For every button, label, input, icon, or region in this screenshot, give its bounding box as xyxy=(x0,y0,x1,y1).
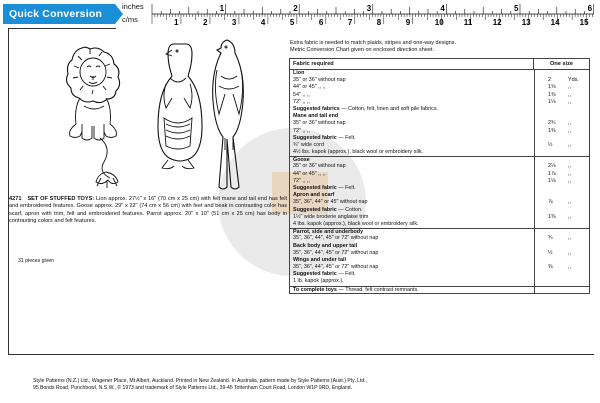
cm-label: 8 xyxy=(376,18,382,26)
col-one-size: One size xyxy=(533,59,589,69)
fabric-item: 35", 36", 44", 45" or 72" without nap xyxy=(293,264,379,271)
fabric-item: 44" or 45" ,, ,, xyxy=(293,170,326,177)
footer-line-1: Style Patterns (N.Z.) Ltd., Wagener Place, Mt Albert, Auckland. Printed in New Zealand. In Australia, pattern made by Style Patterns (Aust.) Pty. Ltd., xyxy=(33,378,368,384)
cm-label: 7 xyxy=(347,18,353,26)
fabric-item: 35" or 36" without nap xyxy=(293,120,346,127)
table-row xyxy=(290,84,589,91)
table-row xyxy=(290,178,589,185)
yardage-value: 2⅛ xyxy=(548,163,556,170)
fabric-item: Lion xyxy=(293,70,305,76)
table-row xyxy=(290,257,589,264)
yardage-value: 2 xyxy=(548,77,551,84)
table-row xyxy=(290,207,589,214)
yardage-unit: ,, xyxy=(568,249,571,256)
table-body xyxy=(290,70,589,293)
table-row xyxy=(290,185,589,192)
table-row xyxy=(290,128,589,135)
inch-label: 6 xyxy=(587,4,593,13)
yardage-value: 1⅝ xyxy=(548,84,556,91)
quick-conversion-badge xyxy=(3,4,115,24)
ruler-unit-inches: inches xyxy=(122,2,144,11)
cm-label: 3 xyxy=(231,18,237,26)
fabric-item: 54" ,, ,, xyxy=(293,91,310,98)
fabric-item: 35", 36", 44" or 45" without nap xyxy=(293,199,368,206)
size-column-divider xyxy=(534,70,535,293)
fabric-item: 72" ,, ,, xyxy=(293,127,310,134)
fabric-item: Suggested fabric — Felt. xyxy=(293,271,356,278)
inch-label: 1 xyxy=(219,4,225,13)
fabric-note-line-1: Extra fabric is needed to match plaids, stripes and one-way designs. xyxy=(290,40,457,46)
table-row xyxy=(290,199,589,206)
parrot-toy-illustration xyxy=(205,36,253,196)
publisher-footer xyxy=(33,378,593,392)
table-row xyxy=(290,163,589,170)
yardage-value: ⅞ xyxy=(548,199,553,206)
table-row xyxy=(290,135,589,142)
cm-label: 13 xyxy=(521,18,531,26)
pieces-count: 31 pieces given xyxy=(18,258,55,264)
yardage-value: ½ xyxy=(548,141,553,148)
frame-bottom xyxy=(8,354,594,355)
cm-label: 11 xyxy=(463,18,473,26)
cm-label: 6 xyxy=(318,18,324,26)
cm-label: 4 xyxy=(260,18,266,26)
fabric-item: Apron and scarf xyxy=(293,192,335,199)
fabric-item: Mane and tail end xyxy=(293,113,339,120)
lion-toy-illustration xyxy=(60,40,145,190)
yardage-value: ⅜ xyxy=(548,264,553,271)
fabric-item: 1½" wide broderie anglaise trim xyxy=(293,213,369,220)
fabric-item: Suggested fabrics — Cotton, felt, linen and soft pile fabrics. xyxy=(293,105,439,112)
fabric-item: Back body and upper tail xyxy=(293,242,358,249)
fabric-notes xyxy=(290,40,590,54)
fabric-item: 35" or 36" without nap xyxy=(293,163,346,170)
table-row xyxy=(290,156,589,163)
ruler-unit-cm: c/ms xyxy=(122,15,138,24)
inch-label: 4 xyxy=(440,4,445,13)
table-row xyxy=(290,70,589,77)
yardage-value: 1⅜ xyxy=(548,213,556,220)
yardage-value: 2¾ xyxy=(548,120,556,127)
fabric-item: Suggested fabric — Cotton. xyxy=(293,206,363,213)
table-row xyxy=(290,149,589,156)
fabric-item: 4 lbs. kapok (approx.), black wool or embroidery silk. xyxy=(293,220,419,227)
quick-conversion-label: Quick Conversion xyxy=(9,8,103,20)
yardage-unit: Yds. xyxy=(568,77,579,84)
fabric-note-line-2: Metric Conversion Chart given on enclosed direction sheet. xyxy=(290,47,434,54)
goose-toy-illustration xyxy=(150,38,210,193)
yardage-value: 1⅞ xyxy=(548,170,556,177)
table-row xyxy=(290,264,589,271)
cm-label: 10 xyxy=(434,18,444,26)
frame-top xyxy=(8,28,116,29)
yardage-value: 1⅜ xyxy=(548,127,556,134)
pattern-number: 4271 xyxy=(9,196,22,202)
fabric-item: Goose xyxy=(293,157,310,164)
cm-label: 5 xyxy=(289,18,295,26)
yardage-unit: ,, xyxy=(568,177,571,184)
yardage-unit: ,, xyxy=(568,98,571,105)
fabric-item: Wings and under tail xyxy=(293,256,346,263)
yardage-unit: ,, xyxy=(568,199,571,206)
fabric-item: Suggested fabric — Felt. xyxy=(293,185,356,191)
fabric-item: 1 lb. kapok (approx.). xyxy=(293,278,344,285)
fabric-item: 44" or 45" ,, ,, xyxy=(293,84,326,91)
yardage-value: 1⅜ xyxy=(548,91,556,98)
fabric-item: 35", 36", 44", 45" or 72" without nap xyxy=(293,249,379,256)
cm-label: 1 xyxy=(173,18,179,26)
fabric-item: To complete toys — Thread, felt contrast remnants. xyxy=(293,286,419,293)
inch-label: 3 xyxy=(366,4,372,13)
table-row xyxy=(290,120,589,127)
fabric-requirements-table xyxy=(289,58,590,294)
footer-line-2: 95 Bonds Road, Punchbowl, N.S.W., © 1973 and trademark of Style Patterns Ltd., 39-45 Tottenham Court Road, London W1P 9RD, England. xyxy=(33,384,352,391)
table-row xyxy=(290,271,589,278)
fabric-item: Parrot, side and underbody xyxy=(293,229,364,236)
table-row xyxy=(290,192,589,199)
yardage-unit: ,, xyxy=(568,127,571,134)
yardage-unit: ,, xyxy=(568,141,571,148)
yardage-unit: ,, xyxy=(568,84,571,91)
cm-label: 15 xyxy=(579,18,589,26)
table-row xyxy=(290,99,589,106)
cm-label: 2 xyxy=(202,18,208,26)
fabric-item: ¾" wide cord xyxy=(293,141,324,148)
fabric-item: 72" ,, ,, xyxy=(293,177,310,184)
pattern-title: SET OF STUFFED TOYS: xyxy=(27,196,95,202)
table-row xyxy=(290,228,589,235)
table-row xyxy=(290,286,589,293)
yardage-unit: ,, xyxy=(568,213,571,220)
yardage-unit: ,, xyxy=(568,235,571,242)
cm-label: 9 xyxy=(405,18,411,26)
table-row xyxy=(290,92,589,99)
yardage-value: 1⅛ xyxy=(548,177,556,184)
fabric-item: 35", 36", 44", 45" or 72" without nap xyxy=(293,235,379,242)
inch-label: 2 xyxy=(293,4,298,13)
yardage-unit: ,, xyxy=(568,170,571,177)
table-row xyxy=(290,106,589,113)
table-row xyxy=(290,142,589,149)
yardage-unit: ,, xyxy=(568,91,571,98)
table-row xyxy=(290,113,589,120)
table-row xyxy=(290,214,589,221)
table-row xyxy=(290,250,589,257)
yardage-unit: ,, xyxy=(568,163,571,170)
cm-label: 12 xyxy=(492,18,502,26)
col-fabric-required: Fabric required xyxy=(293,61,334,67)
yardage-value: 1⅛ xyxy=(548,98,556,105)
fabric-item: 4½ lbs. kapok (approx.), black wool or embroidery silk. xyxy=(293,149,424,156)
table-row xyxy=(290,221,589,228)
table-row xyxy=(290,171,589,178)
pattern-description xyxy=(9,196,287,226)
ruler-scale xyxy=(122,2,597,26)
yardage-unit: ,, xyxy=(568,120,571,127)
fabric-item: 35" or 36" without nap xyxy=(293,77,346,84)
table-row xyxy=(290,278,589,285)
inch-label: 5 xyxy=(514,4,519,13)
pattern-description-body: Lion approx. 27½" x 16" (70 cm x 25 cm) with felt mane and tail end has felt and embroidered features. Goose approx. 29" x 22" (74 cm x 56 cm) with feet and beak in contrasting color has scarf, apron with trim, felt and embroidered features. Parrot approx. 20" x 10" (51 cm x 25 cm) has body in contrasting colors and felt features. xyxy=(9,196,288,225)
conversion-ruler xyxy=(122,2,597,26)
frame-left xyxy=(8,28,9,354)
yardage-value: ¾ xyxy=(548,235,553,242)
table-row xyxy=(290,235,589,242)
yardage-value: ½ xyxy=(548,249,553,256)
yardage-unit: ,, xyxy=(568,264,571,271)
table-row xyxy=(290,243,589,250)
fabric-item: 72" ,, ,, xyxy=(293,98,310,105)
fabric-item: Suggested fabric — Felt. xyxy=(293,134,356,141)
cm-label: 14 xyxy=(550,18,560,26)
table-header-row xyxy=(290,59,589,70)
table-row xyxy=(290,77,589,84)
